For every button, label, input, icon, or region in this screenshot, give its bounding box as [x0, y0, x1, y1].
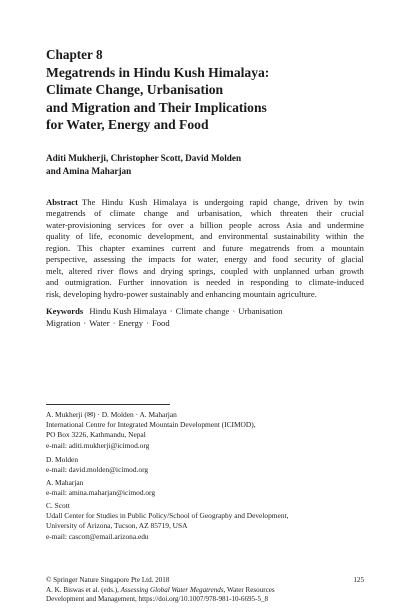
keywords-line	[46, 305, 283, 317]
affiliation-block	[46, 478, 155, 498]
affiliation-email[interactable]: e-mail: cascott@email.arizona.edu	[46, 531, 149, 541]
keyword-separator: ·	[146, 318, 149, 328]
affiliation-email[interactable]: e-mail: amina.maharjan@icimod.org	[46, 488, 156, 498]
abstract-text-line: quality of life, economic development, and environmental sustainability within the	[46, 231, 364, 242]
keyword-separator: ·	[169, 306, 173, 316]
chapter-title	[46, 64, 269, 134]
abstract-text-line: The Hindu Kush Himalaya is undergoing rapid change, driven by twin	[81, 197, 364, 207]
author-line: and Amina Maharjan	[46, 165, 132, 176]
keyword: Migration	[46, 318, 81, 328]
page-footer	[46, 576, 364, 605]
abstract-text-line: risk, developing hydro-power sustainably and enhancing mountain agriculture.	[46, 288, 317, 299]
page-number: 125	[353, 576, 364, 584]
corresponding-author-mark: (✉)	[84, 410, 96, 419]
affiliation-line: Udall Center for Studies in Public Policy/School of Geography and Development,	[46, 511, 289, 521]
author-names: · D. Molden · A. Maharjan	[97, 410, 177, 419]
affiliation-names	[46, 410, 256, 420]
chapter-title-line: and Migration and Their Implications	[46, 99, 267, 115]
keyword-separator: ·	[83, 318, 87, 328]
abstract	[46, 197, 364, 300]
chapter-title-line: for Water, Energy and Food	[46, 117, 209, 133]
chapter-title-line: Climate Change, Urbanisation	[46, 82, 224, 98]
affiliation-block	[46, 455, 148, 475]
affiliation-names: D. Molden	[46, 455, 79, 464]
keyword: Hindu Kush Himalaya	[89, 306, 167, 316]
copyright-line	[46, 576, 364, 586]
abstract-text-line: water-provisioning services for over a billion people across Asia and undermine	[46, 219, 364, 230]
chapter-title-line: Megatrends in Hindu Kush Himalaya:	[46, 65, 270, 80]
citation-doi-line[interactable]: Development and Management, https://doi.org/10.1007/978-981-10-6695-5_8	[46, 595, 269, 603]
author-list	[46, 152, 241, 177]
affiliation-email[interactable]: e-mail: david.molden@icimod.org	[46, 465, 149, 475]
keyword-separator: ·	[232, 306, 236, 316]
affiliation-block	[46, 501, 288, 542]
citation-line	[46, 586, 364, 596]
copyright-text: © Springer Nature Singapore Pte Ltd. 2018	[46, 576, 170, 584]
keyword: Energy	[118, 318, 144, 328]
affiliation-line: PO Box 3226, Kathmandu, Nepal	[46, 430, 146, 440]
keyword: Water	[89, 318, 110, 328]
author-line: Aditi Mukherji, Christopher Scott, David Molden	[46, 153, 242, 163]
affiliation-email[interactable]: e-mail: aditi.mukherji@icimod.org	[46, 440, 150, 450]
keyword: Urbanisation	[238, 306, 283, 316]
keyword: Food	[151, 318, 170, 328]
keywords-label: Keywords	[46, 306, 84, 316]
affiliation-names: C. Scott	[46, 501, 70, 510]
keywords-line	[46, 317, 283, 329]
abstract-label: Abstract	[46, 197, 78, 207]
abstract-text-line: melt, altered river flows and drying springs, coupled with unplanned urban growth	[46, 265, 364, 276]
keywords	[46, 305, 283, 329]
footnote-divider	[46, 404, 170, 405]
book-title: Assessing Global Water Megatrends	[120, 585, 224, 594]
abstract-line	[46, 197, 364, 208]
keyword-separator: ·	[112, 318, 116, 328]
citation-series: , Water Resources	[223, 585, 275, 594]
author-name: A. Mukherji	[46, 410, 83, 419]
citation-editors: A. K. Biswas et al. (eds.),	[46, 585, 121, 594]
abstract-text-line: perspective, assessing the impacts for water, energy and food security of glacial	[46, 254, 364, 265]
affiliation-names: A. Maharjan	[46, 478, 84, 487]
chapter-label: Chapter 8	[46, 47, 103, 62]
abstract-text-line: region. This chapter examines current and future megatrends from a mountain	[46, 242, 364, 253]
affiliation-line: International Centre for Integrated Mountain Development (ICIMOD),	[46, 420, 256, 430]
abstract-text-line: and outmigration. Further innovation is needed in responding to climate-induced	[46, 277, 364, 288]
affiliation-line: University of Arizona, Tucson, AZ 85719, USA	[46, 521, 188, 531]
affiliation-block	[46, 410, 256, 451]
abstract-text-line: megatrends of climate change and urbanisation, which threaten their crucial	[46, 208, 364, 219]
keyword: Climate change	[175, 306, 230, 316]
